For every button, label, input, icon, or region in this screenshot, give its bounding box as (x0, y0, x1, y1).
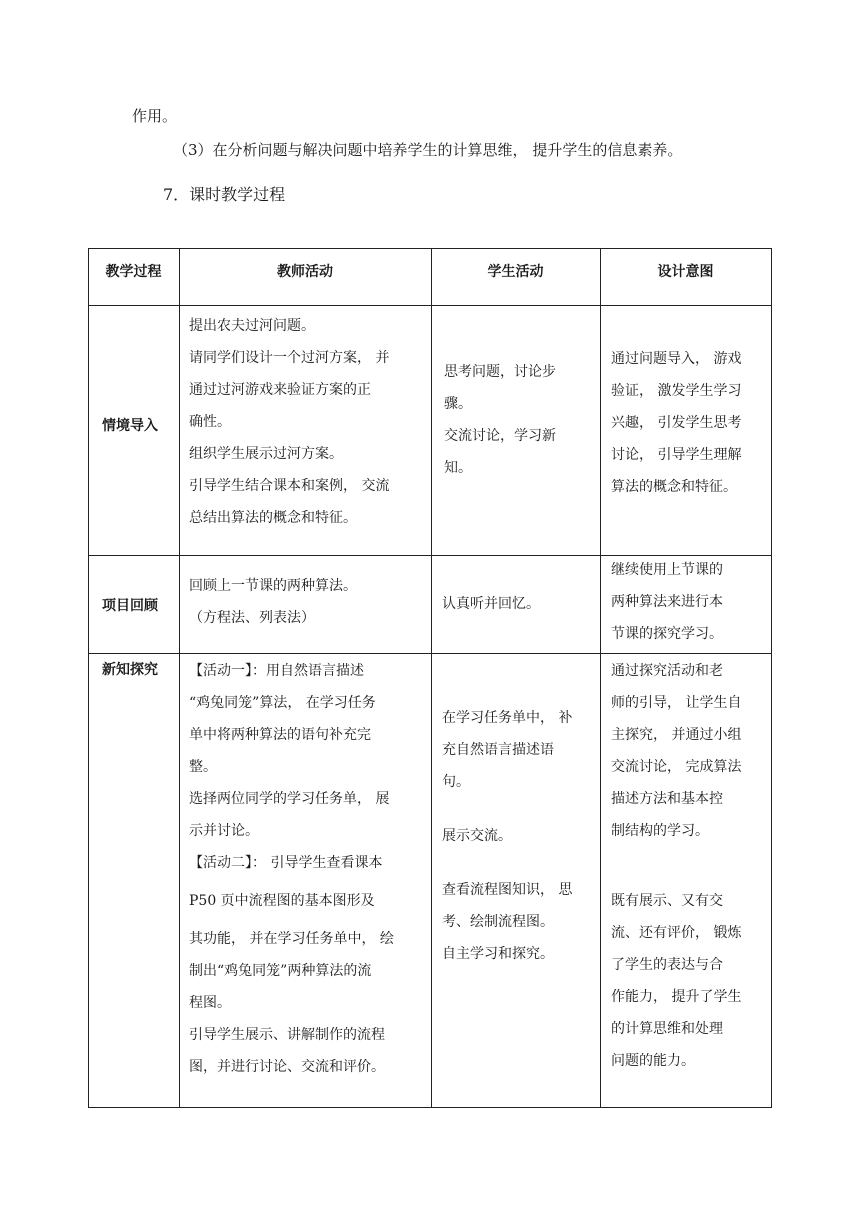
teacher-activity: 提出农夫过河问题。 请同学们设计一个过河方案， 并 通过过河游戏来验证方案的正 确性。 组织学生展示过河方案。 引导学生结合课本和案例， 交流 总结出算法的概念和特征。 (189, 318, 390, 526)
stage-label: 情境导入 (102, 418, 158, 434)
stage-label: 项目回顾 (102, 598, 158, 614)
header-teacher: 教师活动 (277, 264, 333, 280)
header-design: 设计意图 (657, 264, 714, 280)
header-stage: 教学过程 (105, 264, 162, 280)
design-intent: 继续使用上节课的 两种算法来进行本 节课的探究学习。 (611, 562, 723, 642)
teacher-activity: 【活动一】：用自然语言描述 “鸡兔同笼”算法， 在学习任务 单中将两种算法的语句补充完 整。 选择两位同学的学习任务单， 展 示并讨论。 【活动二】： 引导学生查看课本 P50 页中流程图的基本图形及 其功能， 并在学习任务单中， 绘 制出“鸡兔同笼”两种算法的流 程图。 引导学生展示、讲解制作的流程 图，并进行讨论、交流和评价。 (189, 663, 394, 1075)
student-activity: 在学习任务单中， 补 充自然语言描述语 句。 展示交流。 查看流程图知识， 思 考、绘制流程图。 自主学习和探究。 (442, 710, 573, 962)
design-intent: 通过问题导入， 游戏 验证， 激发学生学习 兴趣， 引发学生思考 讨论， 引导学生理解 算法的概念和特征。 (611, 351, 742, 495)
teacher-activity: 回顾上一节课的两种算法。 （方程法、列表法） (189, 578, 357, 626)
stage-label: 新知探究 (102, 662, 158, 678)
design-intent: 通过探究活动和老 师的引导， 让学生自 主探究， 并通过小组 交流讨论， 完成算法 描述方法和基本控 制结构的学习。 既有展示、又有交 流、还有评价， 锻炼 了学生的表达与合 作能力， 提升了学生 的计算思维和处理 问题的能力。 (611, 663, 742, 1069)
objective-3: （3）在分析问题与解决问题中培养学生的计算思维， 提升学生的信息素养。 (173, 141, 683, 159)
section-heading: 7．课时教学过程 (163, 185, 286, 204)
header-student: 学生活动 (487, 264, 544, 280)
paragraph-continuation: 作用。 (132, 107, 178, 125)
student-activity: 思考问题，讨论步 骤。 交流讨论，学习新 知。 (444, 364, 556, 476)
student-activity: 认真听并回忆。 (442, 596, 540, 612)
lesson-process-table (88, 248, 772, 1108)
